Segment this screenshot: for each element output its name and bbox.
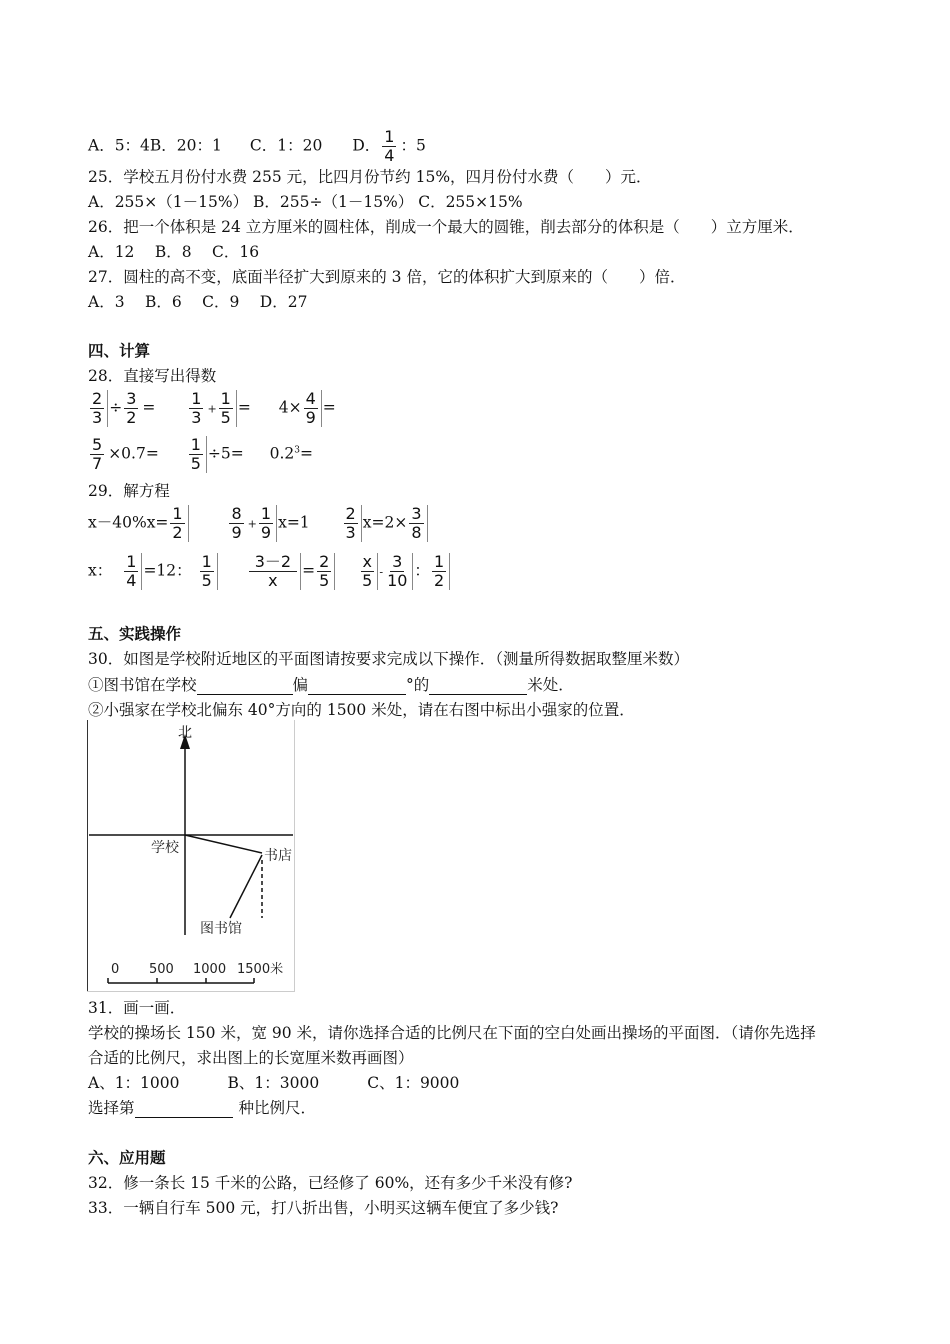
q26-stem: 26．把一个体积是 24 立方厘米的圆柱体，削成一个最大的圆锥，削去部分的体积是（ ）立方厘米． bbox=[88, 218, 804, 236]
fraction: $\frac{1}{2}$ bbox=[169, 505, 188, 542]
bookstore-label: 书店 bbox=[264, 848, 292, 864]
option-a: A．5：4 bbox=[88, 136, 150, 155]
north-label: 北 bbox=[178, 725, 192, 741]
scale-label-0: 0 bbox=[111, 962, 120, 977]
q31-choose: 选择第 种比例尺． bbox=[88, 1099, 317, 1117]
fraction: $\frac{2}{3}$ bbox=[343, 505, 362, 542]
scale-label-500: 500 bbox=[149, 962, 174, 977]
q30-part-2: ②小强家在学校北偏东 40°方向的 1500 米处，请在右图中标出小强家的位置． bbox=[88, 701, 635, 719]
school-to-bookstore-line bbox=[185, 835, 262, 853]
scale-label-1000: 1000 bbox=[193, 962, 227, 977]
q28-row-1: $\frac{2}{3}$ ÷ $\frac{3}{2}$ = $\frac{1}{3}$ + $\frac{1}{5}$ = 4× $\frac{4}{9}$ = bbox=[88, 390, 336, 427]
q31-line-1: 学校的操场长 150 米，宽 90 米，请你选择合适的比例尺在下面的空白处画出操场的平面图．（请你先选择 bbox=[88, 1024, 816, 1042]
q29-label: 29．解方程 bbox=[88, 482, 170, 500]
fraction: $\frac{4}{9}$ bbox=[303, 390, 322, 427]
fraction: $\frac{8}{9}$ bbox=[231, 504, 242, 542]
option-b: B．20：1 bbox=[149, 136, 222, 155]
q25-options: A．255×（1－15%） B．255÷（1－15%） C．255×15% bbox=[88, 193, 523, 211]
answer-blank[interactable] bbox=[308, 678, 406, 695]
option-c: C．1：20 bbox=[249, 136, 323, 155]
fraction: $\frac{1}{4}$ bbox=[123, 553, 142, 590]
q33-text: 33．一辆自行车 500 元，打八折出售，小明买这辆车便宜了多少钱? bbox=[88, 1199, 559, 1217]
q31-line-2: 合适的比例尺，求出图上的长宽厘米数再画图） bbox=[88, 1049, 414, 1067]
school-map-figure bbox=[87, 720, 295, 992]
q27-stem: 27．圆柱的高不变，底面半径扩大到原来的 3 倍，它的体积扩大到原来的（ ）倍． bbox=[88, 268, 686, 286]
option-d: D． bbox=[352, 136, 381, 155]
school-label: 学校 bbox=[151, 840, 179, 856]
fraction: $\frac{3}{2}$ bbox=[126, 389, 137, 427]
fraction: $\frac{3}{8}$ bbox=[408, 505, 427, 542]
bookstore-to-library-line bbox=[230, 855, 262, 918]
q27-options: A．3 B．6 C．9 D．27 bbox=[88, 293, 308, 311]
q30-part-1: ①图书馆在学校 偏 °的 米处． bbox=[88, 676, 574, 694]
q26-options: A．12 B．8 C．16 bbox=[88, 243, 260, 261]
fraction: $\frac{2}{5}$ bbox=[316, 553, 335, 590]
option-b: B、1：3000 bbox=[227, 1074, 320, 1092]
option-a: A、1：1000 bbox=[88, 1074, 180, 1092]
fraction: $\frac{5}{7}$ bbox=[92, 435, 103, 473]
q31-label: 31．画一画． bbox=[88, 999, 186, 1017]
q30-stem: 30．如图是学校附近地区的平面图请按要求完成以下操作．（测量所得数据取整厘米数） bbox=[88, 650, 689, 668]
library-label: 图书馆 bbox=[200, 921, 242, 937]
q25-stem: 25．学校五月份付水费 255 元，比四月份节约 15%，四月份付水费（ ）元． bbox=[88, 168, 652, 186]
fraction: $\frac{1}{4}$ bbox=[384, 127, 395, 165]
fraction: $\frac{3-2}{x}$ bbox=[248, 553, 301, 590]
fraction: $\frac{x}{5}$ bbox=[359, 553, 378, 590]
fraction: $\frac{1}{5}$ bbox=[218, 390, 237, 427]
q24-options: A．5：4B．20：1 C．1：20 D． $\frac{1}{4}$ ：5 bbox=[88, 127, 426, 165]
scale-label-1500: 1500米 bbox=[237, 962, 284, 977]
q32-text: 32．修一条长 15 千米的公路，已经修了 60%，还有多少千米没有修? bbox=[88, 1174, 573, 1192]
fraction: $\frac{1}{2}$ bbox=[431, 553, 450, 590]
fraction: $\frac{1}{5}$ bbox=[188, 436, 207, 473]
q28-label: 28．直接写出得数 bbox=[88, 367, 217, 385]
option-c: C、1：9000 bbox=[367, 1074, 460, 1092]
fraction: $\frac{1}{3}$ bbox=[191, 389, 202, 427]
section-5-title: 五、实践操作 bbox=[88, 625, 182, 643]
fraction: $\frac{1}{9}$ bbox=[258, 505, 277, 542]
fraction: $\frac{3}{10}$ bbox=[384, 553, 413, 590]
section-4-title: 四、计算 bbox=[88, 342, 151, 360]
q28-row-2: $\frac{5}{7}$ ×0.7= $\frac{1}{5}$ $\div 5= 0.2^3=$ bbox=[88, 436, 313, 473]
q31-options bbox=[88, 1073, 459, 1093]
answer-blank[interactable] bbox=[135, 1101, 233, 1118]
q29-row-2: x： $\frac{1}{4}$ =12： $\frac{1}{5}$ $\frac{3-2}{x}$ = $\frac{2}{5}$ $\frac{x}{5}$ - $\frac{3}{10}$ ： $\frac{1}{2}$ bbox=[88, 553, 451, 590]
answer-blank[interactable] bbox=[429, 678, 527, 695]
fraction: $\frac{2}{3}$ bbox=[89, 390, 108, 427]
q29-row-1: x－40%x= $\frac{1}{2}$ $\frac{8}{9}$ + $\frac{1}{9}$ x=1 $\frac{2}{3}$ x=2× $\frac{3}{8}$ bbox=[88, 505, 429, 542]
fraction: $\frac{1}{5}$ bbox=[199, 553, 218, 590]
answer-blank[interactable] bbox=[197, 678, 293, 695]
section-6-title: 六、应用题 bbox=[88, 1149, 166, 1167]
